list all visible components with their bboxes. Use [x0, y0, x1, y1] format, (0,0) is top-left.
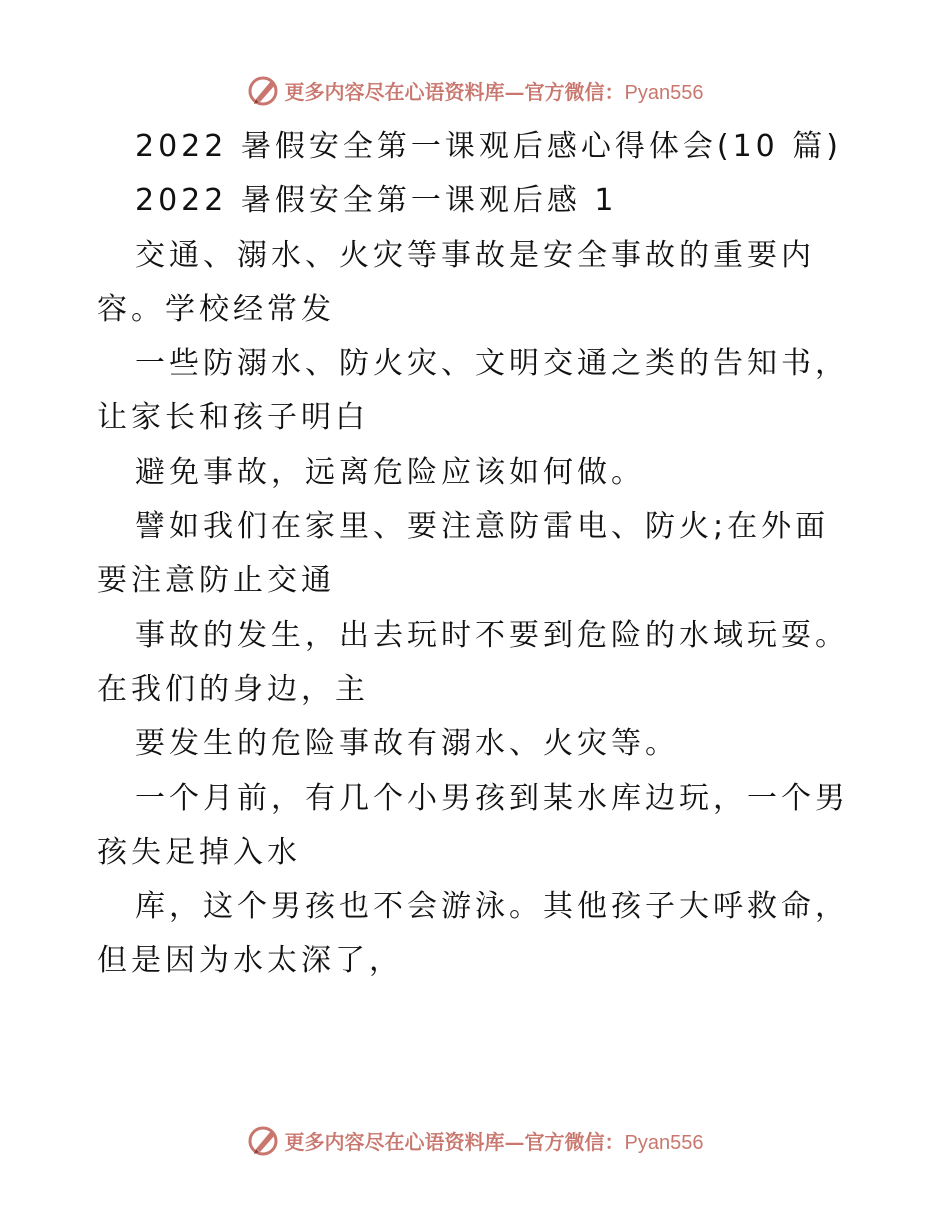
body-line: 事故的发生，出去玩时不要到危险的水域玩耍。: [135, 617, 849, 653]
footer-banner-text: 更多内容尽在心语资料库—官方微信：Pyan556: [284, 1129, 704, 1154]
header-banner-text: 更多内容尽在心语资料库—官方微信：Pyan556: [284, 79, 704, 104]
body-line: 但是因为水太深了，: [97, 943, 403, 979]
body-line: 库，这个男孩也不会游泳。其他孩子大呼救命，: [135, 889, 849, 925]
footer-banner: [0, 1120, 950, 1160]
body-line: 一个月前，有几个小男孩到某水库边玩，一个男: [135, 780, 849, 816]
body-line: 避免事故，远离危险应该如何做。: [135, 454, 645, 490]
body-line: 一些防溺水、防火灾、文明交通之类的告知书，: [135, 346, 849, 382]
document-body: [97, 120, 857, 989]
pen-logo-icon: [247, 73, 281, 107]
body-line: 孩失足掉入水: [97, 834, 301, 870]
body-line: 在我们的身边，主: [97, 671, 369, 707]
body-line: 要发生的危险事故有溺水、火灾等。: [135, 726, 679, 762]
document-title: 2022 暑假安全第一课观后感心得体会(10 篇): [135, 129, 843, 164]
body-line: 要注意防止交通: [97, 563, 335, 599]
body-line: 容。学校经常发: [97, 291, 335, 327]
pen-logo-icon: [247, 1123, 281, 1157]
body-line: 让家长和孩子明白: [97, 400, 369, 436]
body-line: 交通、溺水、火灾等事故是安全事故的重要内: [135, 237, 815, 273]
section-heading: 2022 暑假安全第一课观后感 1: [135, 183, 618, 219]
header-banner: [0, 70, 950, 110]
body-line: 譬如我们在家里、要注意防雷电、防火;在外面: [135, 509, 830, 545]
